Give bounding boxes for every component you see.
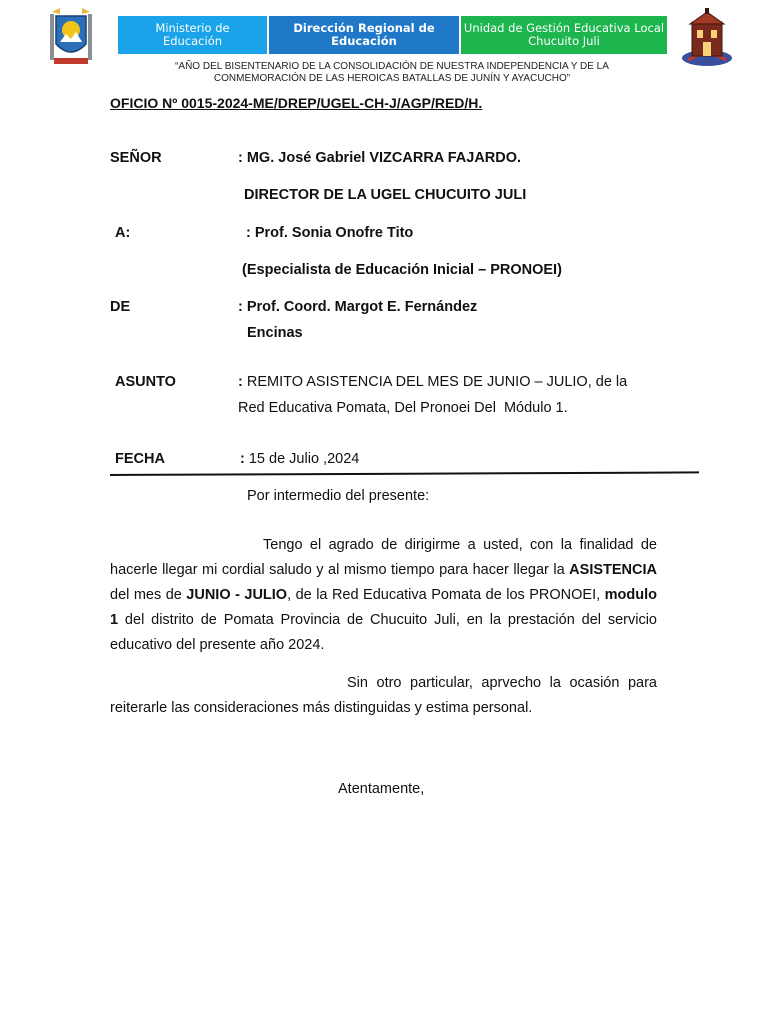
fecha-label: FECHA [115, 451, 165, 467]
fecha-value: 15 de Julio ,2024 [244, 451, 360, 467]
a-cargo: (Especialista de Educación Inicial – PRONOEI) [242, 262, 562, 278]
ministerio-box [118, 16, 267, 54]
body-paragraph-1 [110, 533, 657, 658]
ugel-line-2: Chucuito Juli [528, 34, 600, 48]
de-label: DE [110, 299, 131, 315]
body-paragraph-2 [110, 671, 657, 721]
ugel-box [461, 16, 667, 54]
asunto-label: ASUNTO [115, 374, 176, 390]
direccion-regional-box [269, 16, 459, 54]
p1-text-a: Tengo el agrado de dirigirme a usted, con la finalidad de hacerle llegar mi cordial saludo y al mismo tiempo para hacer llegar la [110, 537, 657, 578]
year-motto [118, 61, 666, 85]
p1-months: JUNIO - JULIO [186, 587, 288, 603]
ministerio-line-2: Educación [162, 34, 223, 48]
asunto-line-1 [238, 373, 627, 391]
intro-text: Por intermedio del presente: [247, 488, 430, 504]
a-label: A: [115, 225, 131, 241]
de-value-continued: Encinas [247, 325, 303, 341]
ugel-line-1: Unidad de Gestión Educativa Local [463, 21, 665, 35]
separator-rule [110, 471, 699, 476]
ministerio-line-1: Ministerio de [155, 21, 230, 35]
building-crest-icon [680, 8, 734, 68]
senor-value: : MG. José Gabriel VIZCARRA FAJARDO. [238, 150, 522, 166]
p1-text-g: del distrito de Pomata Provincia de Chucuito Juli, en la prestación del servicio educativo del presente año 2024. [110, 612, 657, 653]
p1-asistencia: ASISTENCIA [569, 562, 657, 578]
motto-line-2: CONMEMORACIÓN DE LAS HEROICAS BATALLAS DE JUNÍN Y AYACUCHO” [213, 73, 571, 84]
senor-label: SEÑOR [110, 150, 162, 166]
asunto-line-2: Red Educativa Pomata, Del Pronoei Del Módulo 1. [238, 400, 568, 416]
direccion-line-1: Dirección Regional de [293, 21, 435, 35]
p1-text-e: , de la Red Educativa Pomata de los PRONOEI, [287, 587, 605, 603]
fecha-line [240, 450, 359, 468]
ugel-institution-logo [680, 8, 734, 68]
closing-text: Atentamente, [338, 781, 425, 797]
regional-emblem-logo [46, 8, 96, 68]
senor-cargo: DIRECTOR DE LA UGEL CHUCUITO JULI [244, 187, 527, 203]
shield-icon [46, 8, 96, 68]
motto-line-1: “AÑO DEL BISENTENARIO DE LA CONSOLIDACIÓN DE NUESTRA INDEPENDENCIA Y DE LA [175, 61, 609, 72]
asunto-colon: : [238, 374, 243, 390]
a-value: : Prof. Sonia Onofre Tito [246, 225, 414, 241]
p2-text: Sin otro particular, aprvecho la ocasión para reiterarle las consideraciones más distinguidas y estima personal. [110, 675, 657, 716]
p1-text-c: del mes de [110, 587, 187, 603]
direccion-line-2: Educación [331, 34, 397, 48]
fecha-colon: : [240, 451, 245, 467]
oficio-number: OFICIO Nº 0015-2024-ME/DREP/UGEL-CH-J/AGP/RED/H. [110, 95, 483, 111]
asunto-text-1: REMITO ASISTENCIA DEL MES DE JUNIO – JULIO, de la [242, 374, 628, 390]
p1-module: modulo 1 [110, 587, 657, 628]
de-value: : Prof. Coord. Margot E. Fernández [238, 299, 478, 315]
